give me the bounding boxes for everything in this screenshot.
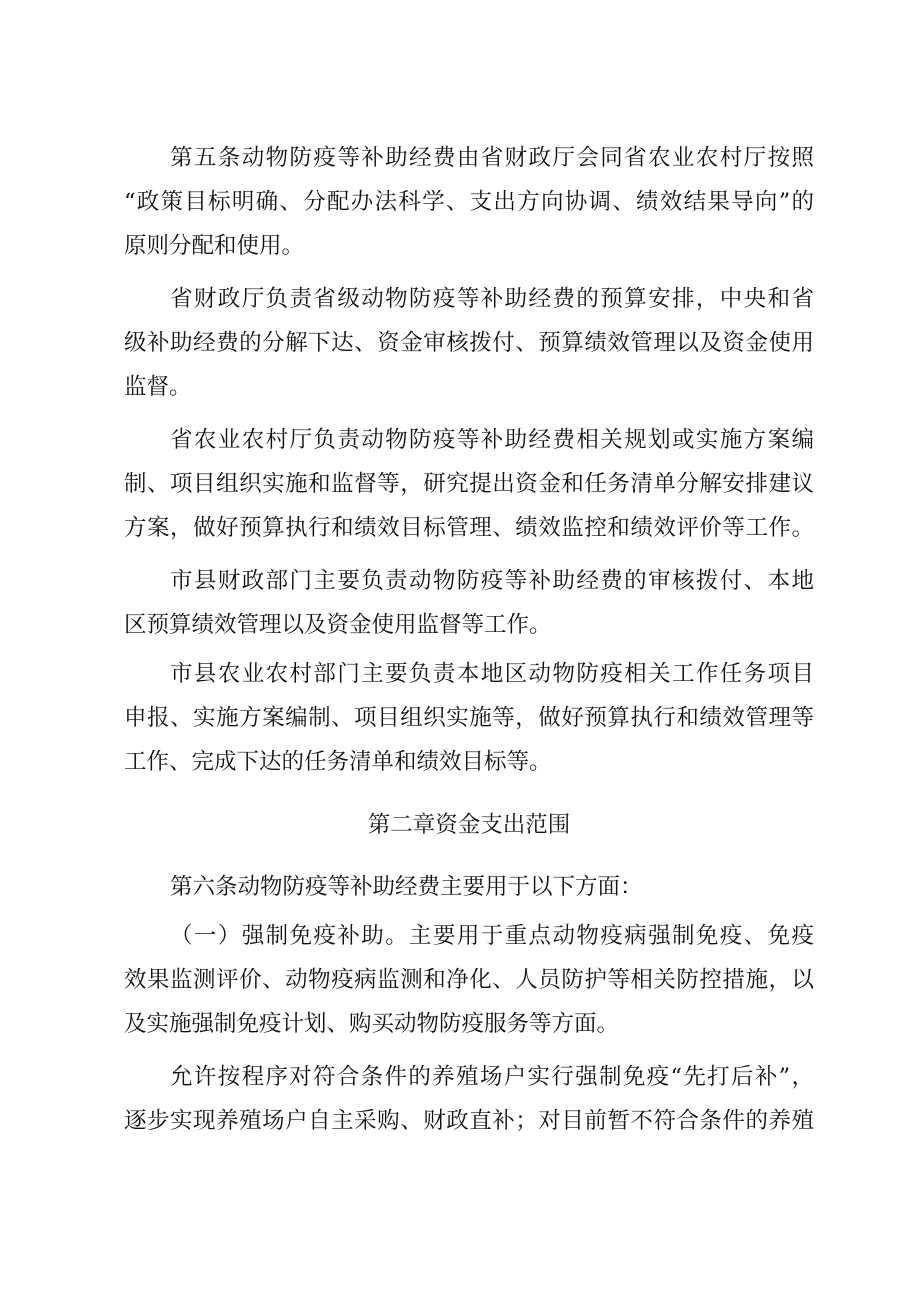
article-5-line-3: 原则分配和使用。 bbox=[124, 233, 305, 259]
county-agri-line-1: 市县农业农村部门主要负责本地区动物防疫相关工作任务项目 bbox=[170, 661, 814, 687]
agri-dept-line-2: 制、项目组织实施和监督等，研究提出资金和任务清单分解安排建议 bbox=[124, 471, 814, 497]
item-1-line-2: 效果监测评价、动物疫病监测和净化、人员防护等相关防控措施，以 bbox=[124, 967, 814, 993]
county-agri-line-2: 申报、实施方案编制、项目组织实施等，做好预算执行和绩效管理等 bbox=[124, 705, 814, 731]
county-finance-line-1: 市县财政部门主要负责动物防疫等补助经费的审核拨付、本地 bbox=[170, 568, 814, 594]
first-vaccinate-line-1: 允许按程序对符合条件的养殖场户实行强制免疫“先打后补”， bbox=[170, 1064, 814, 1090]
first-vaccinate-line-2: 逐步实现养殖场户自主采购、财政直补；对目前暂不符合条件的养殖 bbox=[124, 1108, 814, 1134]
finance-dept-line-3: 监督。 bbox=[124, 374, 192, 400]
agri-dept-line-1: 省农业农村厅负责动物防疫等补助经费相关规划或实施方案编 bbox=[170, 427, 814, 453]
item-1-line-3: 及实施强制免疫计划、购买动物防疫服务等方面。 bbox=[124, 1011, 620, 1037]
finance-dept-line-2: 级补助经费的分解下达、资金审核拨付、预算绩效管理以及资金使用 bbox=[124, 330, 814, 356]
finance-dept-line-1: 省财政厅负责省级动物防疫等补助经费的预算安排，中央和省 bbox=[170, 286, 814, 312]
agri-dept-line-3: 方案，做好预算执行和绩效目标管理、绩效监控和绩效评价等工作。 bbox=[124, 515, 814, 541]
chapter-heading: 第二章资金支出范围 bbox=[367, 812, 571, 838]
article-5-line-1: 第五条动物防疫等补助经费由省财政厅会同省农业农村厅按照 bbox=[170, 145, 814, 171]
article-6-line-1: 第六条动物防疫等补助经费主要用于以下方面： bbox=[170, 874, 643, 900]
item-1-line-1: （一）强制免疫补助。主要用于重点动物疫病强制免疫、免疫 bbox=[170, 923, 814, 949]
county-agri-line-3: 工作、完成下达的任务清单和绩效目标等。 bbox=[124, 749, 552, 775]
article-5-line-2: “政策目标明确、分配办法科学、支出方向协调、绩效结果导向”的 bbox=[124, 189, 814, 215]
county-finance-line-2: 区预算绩效管理以及资金使用监督等工作。 bbox=[124, 612, 552, 638]
